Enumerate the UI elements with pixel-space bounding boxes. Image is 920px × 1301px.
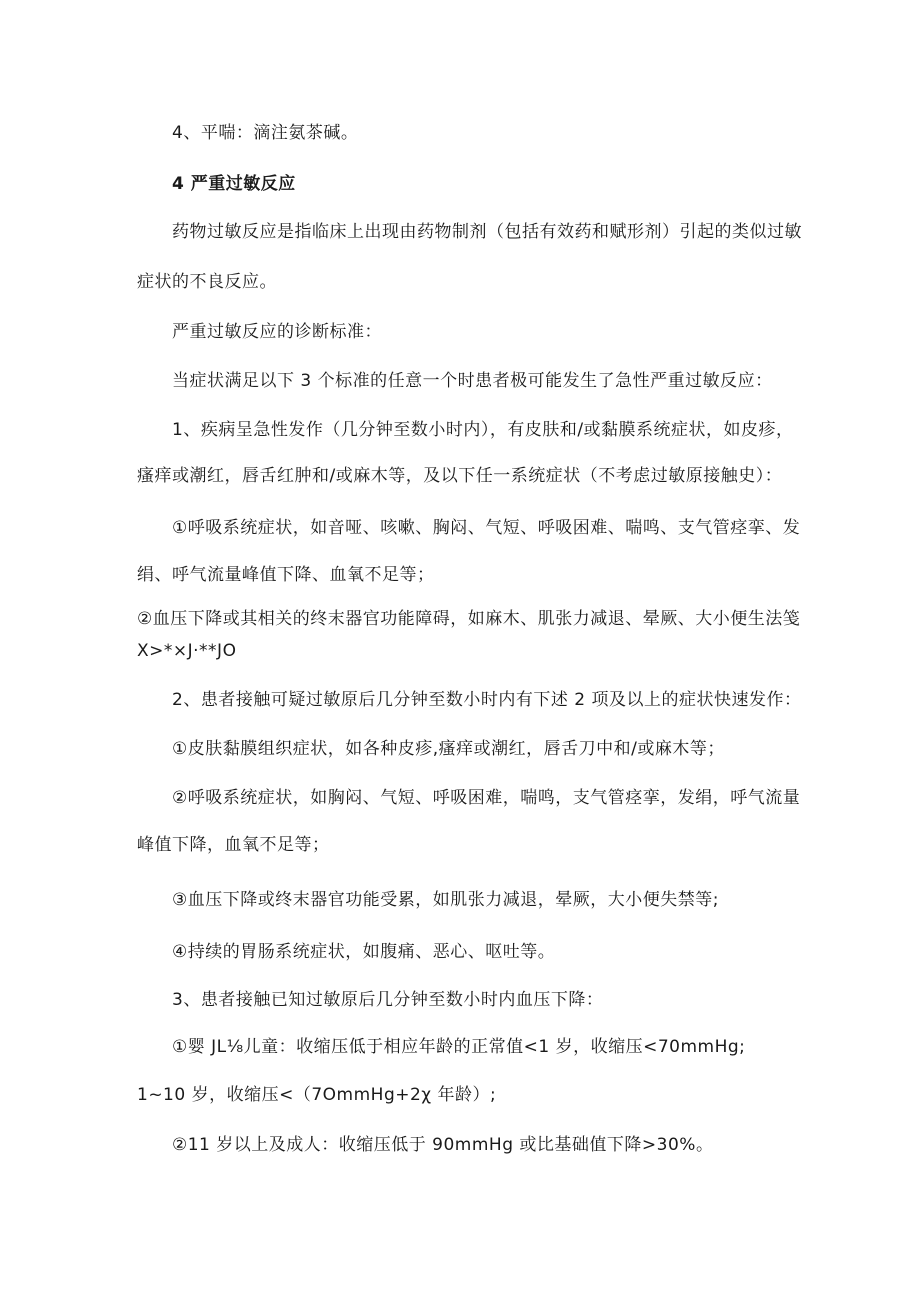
text-line: ①皮肤黏膜组织症状，如各种皮疹,瘙痒或潮红，唇舌刀中和/或麻木等； (172, 739, 725, 759)
text-line: 1~10 岁，收缩压<（7OmmHg+2χ 年龄）; (137, 1085, 497, 1105)
text-line: 瘙痒或潮红，唇舌红肿和/或麻木等，及以下任一系统症状（不考虑过敏原接触史）： (137, 466, 783, 486)
text-line: 峰值下降，血氧不足等； (137, 835, 330, 855)
text-line: X>*×J·**JO (137, 641, 237, 661)
text-line: 当症状满足以下 3 个标准的任意一个时患者极可能发生了急性严重过敏反应： (172, 371, 773, 391)
text-line: 3、患者接触已知过敏原后几分钟至数小时内血压下降： (172, 990, 604, 1010)
text-line: 2、患者接触可疑过敏原后几分钟至数小时内有下述 2 项及以上的症状快速发作： (172, 690, 802, 710)
text-line: 绢、呼气流量峰值下降、血氧不足等； (137, 565, 435, 585)
text-line: ④持续的胃肠系统症状，如腹痛、恶心、呕吐等。 (172, 942, 556, 962)
text-line: ①婴 JL⅛儿童：收缩压低于相应年龄的正常值<1 岁，收缩压<70mmHg; (172, 1037, 746, 1057)
text-line: 4、平喘：滴注氨茶碱。 (172, 123, 359, 143)
text-line: 严重过敏反应的诊断标准： (172, 322, 382, 342)
text-line: ②11 岁以上及成人：收缩压低于 90mmHg 或比基础值下降>30%。 (172, 1135, 714, 1155)
text-line: ①呼吸系统症状，如音哑、咳嗽、胸闷、气短、呼吸困难、喘鸣、支气管痉挛、发 (172, 518, 801, 538)
text-line: 症状的不良反应。 (137, 272, 277, 292)
text-line: ②血压下降或其相关的终末器官功能障碍，如麻木、肌张力减退、晕厥、大小便生法笺 (137, 609, 801, 629)
text-line: 药物过敏反应是指临床上出现由药物制剂（包括有效药和赋形剂）引起的类似过敏 (172, 222, 802, 242)
section-heading: 4 严重过敏反应 (172, 174, 296, 194)
text-line: 1、疾病呈急性发作（几分钟至数小时内），有皮肤和/或黏膜系统症状，如皮疹， (172, 420, 794, 440)
text-line: ②呼吸系统症状，如胸闷、气短、呼吸困难，喘鸣，支气管痉挛，发绢，呼气流量 (172, 788, 801, 808)
text-line: ③血压下降或终末器官功能受累，如肌张力减退，晕厥，大小便失禁等; (172, 890, 719, 910)
